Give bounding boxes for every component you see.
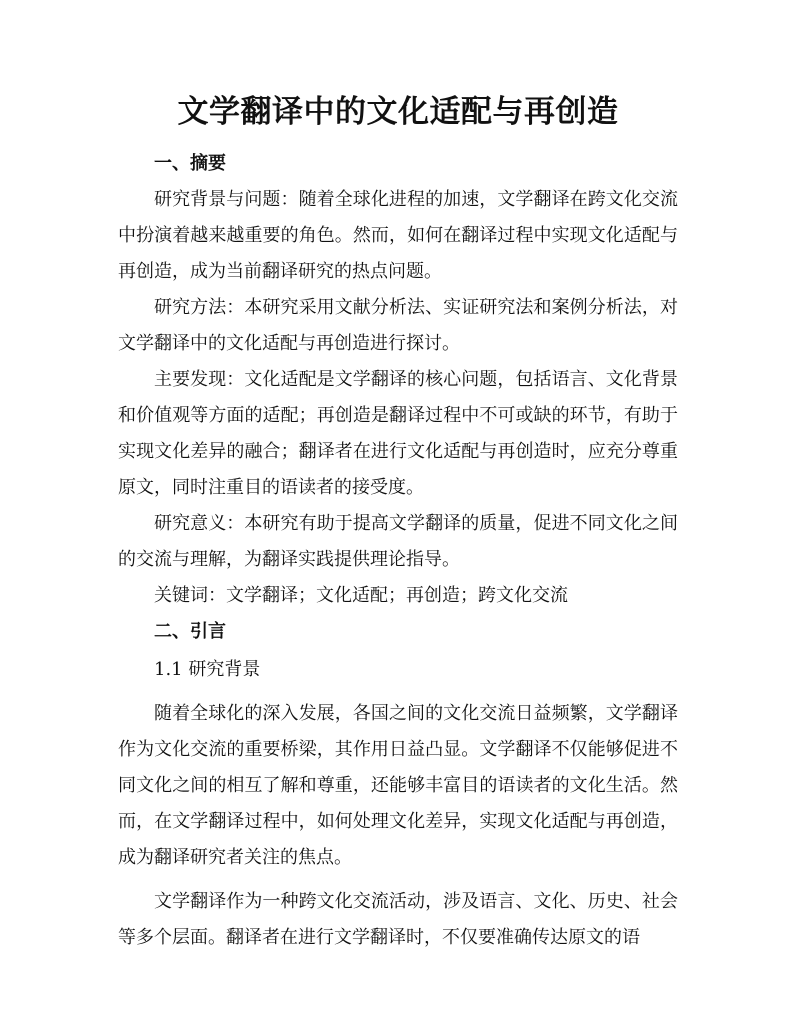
intro-paragraph-2: 文学翻译作为一种跨文化交流活动，涉及语言、文化、历史、社会等多个层面。翻译者在进行文学翻译时，不仅要准确传达原文的语 [118, 891, 678, 948]
abstract-paragraph-significance: 研究意义：本研究有助于提高文学翻译的质量，促进不同文化之间的交流与理解，为翻译实践提供理论指导。 [118, 513, 678, 570]
section-heading-introduction: 二、引言 [154, 621, 226, 642]
intro-paragraph-1: 随着全球化的深入发展，各国之间的文化交流日益频繁，文学翻译作为文化交流的重要桥梁，其作用日益凸显。文学翻译不仅能够促进不同文化之间的相互了解和尊重，还能够丰富目的语读者的文化生活。然而，在文学翻译过程中，如何处理文化差异，实现文化适配与再创造，成为翻译研究者关注的焦点。 [118, 703, 678, 868]
section-heading-abstract: 一、摘要 [154, 153, 226, 174]
abstract-paragraph-findings: 主要发现：文化适配是文学翻译的核心问题，包括语言、文化背景和价值观等方面的适配；再创造是翻译过程中不可或缺的环节，有助于实现文化差异的融合；翻译者在进行文化适配与再创造时，应充分尊重原文，同时注重目的语读者的接受度。 [118, 369, 678, 498]
subsection-heading-background: 1.1 研究背景 [154, 659, 261, 680]
document-title: 文学翻译中的文化适配与再创造 [177, 94, 619, 130]
abstract-paragraph-methods: 研究方法：本研究采用文献分析法、实证研究法和案例分析法，对文学翻译中的文化适配与再创造进行探讨。 [118, 297, 678, 354]
keywords-line: 关键词：文学翻译；文化适配；再创造；跨文化交流 [154, 585, 568, 606]
abstract-paragraph-background: 研究背景与问题：随着全球化进程的加速，文学翻译在跨文化交流中扮演着越来越重要的角色。然而，如何在翻译过程中实现文化适配与再创造，成为当前翻译研究的热点问题。 [118, 189, 678, 282]
